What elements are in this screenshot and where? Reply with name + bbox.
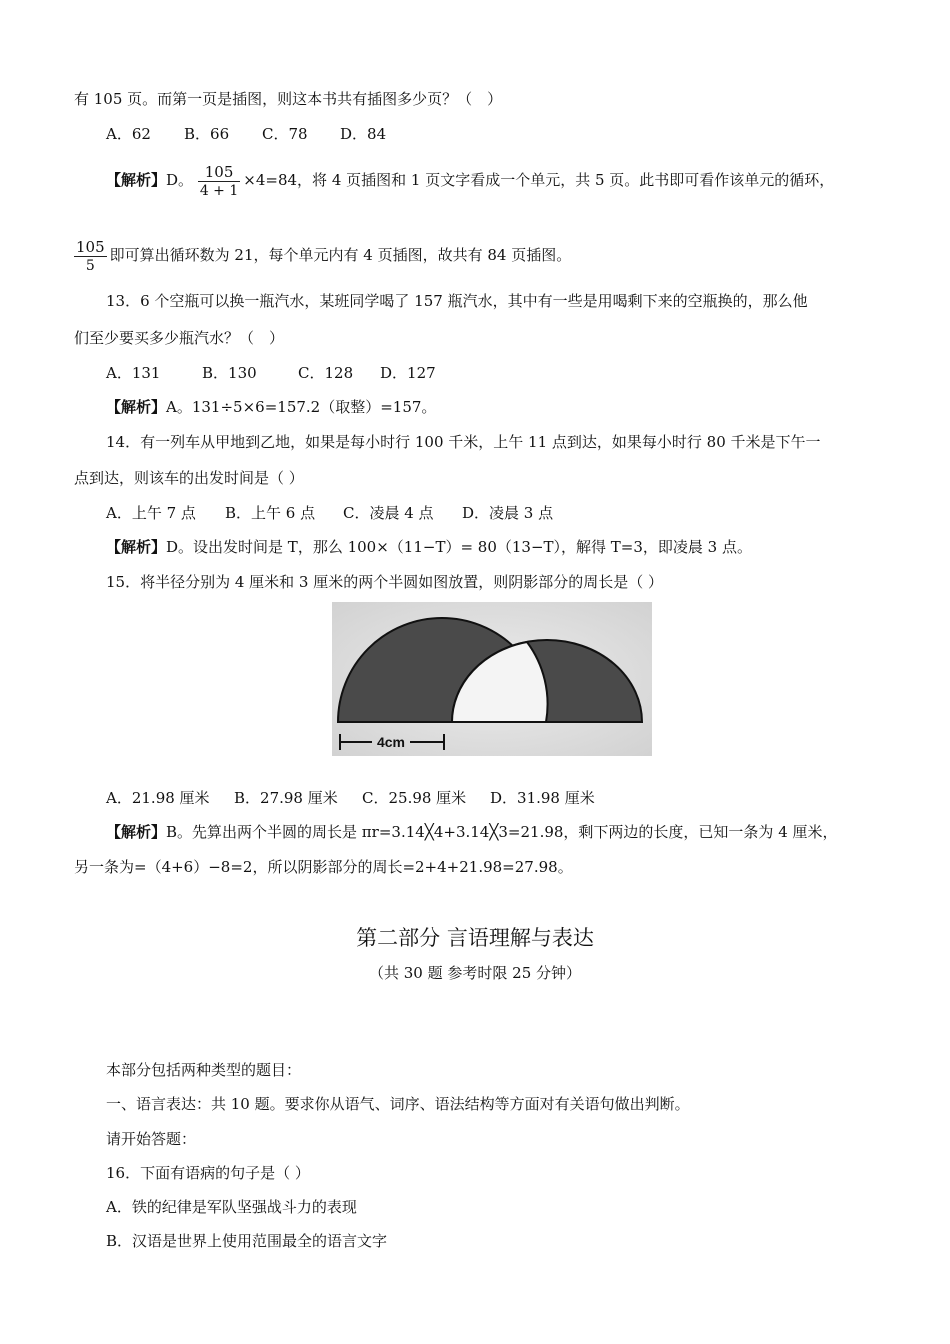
q12-option-d: D．84	[340, 125, 387, 143]
q12-fraction-2-denominator: 5	[85, 257, 95, 274]
q13-answer	[106, 397, 436, 417]
q14-answer-text: D。设出发时间是 T，那么 100×（11−T）= 80（13−T），解得 T=3，即凌晨 3 点。	[166, 538, 752, 556]
q14-options	[106, 503, 553, 523]
q14-option-b: B．上午 6 点	[225, 504, 316, 522]
q13-option-a: A．131	[106, 364, 161, 382]
q13-answer-text: A。131÷5×6=157.2（取整）=157。	[166, 398, 437, 416]
q12-answer-line2	[74, 235, 571, 275]
q13-option-c: C．128	[298, 364, 354, 382]
figure-dimension-label: 4cm	[376, 734, 406, 750]
q14-stem-line1: 14．有一列车从甲地到乙地，如果是每小时行 100 千米，上午 11 点到达，如果每小时行 80 千米是下午一	[106, 433, 821, 451]
q12-fraction-1-denominator: 4 + 1	[199, 182, 239, 199]
q13-stem-line2: 们至少要买多少瓶汽水？（ ）	[74, 329, 285, 347]
q15-semicircles-figure	[332, 602, 652, 756]
q12-answer-text2: 即可算出循环数为 21，每个单元内有 4 页插图，故共有 84 页插图。	[109, 246, 572, 264]
part2-subtitle: （共 30 题 参考时限 25 分钟）	[368, 964, 581, 982]
q12-options	[106, 124, 386, 144]
q15-option-d: D．31.98 厘米	[490, 789, 595, 807]
q14-option-d: D．凌晨 3 点	[462, 504, 554, 522]
q15-option-a: A．21.98 厘米	[106, 789, 210, 807]
q12-fraction-2	[74, 238, 107, 275]
q16-option-a: A．铁的纪律是军队坚强战斗力的表现	[106, 1198, 357, 1216]
part2-title: 第二部分 言语理解与表达	[356, 926, 594, 950]
q12-option-b: B．66	[184, 125, 230, 143]
q15-answer-tag: 【解析】	[106, 823, 167, 841]
q12-answer-letter: D。	[166, 171, 194, 189]
q13-option-d: D．127	[380, 364, 436, 382]
q15-option-b: B．27.98 厘米	[234, 789, 338, 807]
q12-fraction-1	[198, 163, 240, 200]
q16-stem: 16．下面有语病的句子是（ ）	[106, 1164, 310, 1182]
q14-answer	[106, 537, 752, 557]
q15-answer-text1: B。先算出两个半圆的周长是 πr=3.14╳4+3.14╳3=21.98，剩下两边的长度，已知一条为 4 厘米，	[166, 823, 838, 841]
q14-option-a: A．上午 7 点	[106, 504, 196, 522]
q13-stem-line1: 13．6 个空瓶可以换一瓶汽水，某班同学喝了 157 瓶汽水，其中有一些是用喝剩下来的空瓶换的，那么他	[106, 292, 808, 310]
q13-option-b: B．130	[202, 364, 257, 382]
q15-answer-line1	[106, 822, 838, 842]
q15-option-c: C．25.98 厘米	[362, 789, 467, 807]
q13-options	[106, 363, 436, 383]
q14-stem-line2: 点到达，则该车的出发时间是（ ）	[74, 469, 304, 487]
q15-options	[106, 788, 595, 808]
q13-answer-tag: 【解析】	[106, 398, 167, 416]
q12-answer-line1	[106, 160, 834, 200]
q12-stem-tail: 有 105 页。而第一页是插图，则这本书共有插图多少页？（ ）	[74, 90, 503, 108]
q12-fraction-2-numerator: 105	[76, 237, 105, 256]
q15-stem: 15．将半径分别为 4 厘米和 3 厘米的两个半圆如图放置，则阴影部分的周长是（ ）	[106, 573, 664, 591]
part2-intro-line3: 请开始答题：	[106, 1130, 197, 1148]
q12-option-c: C．78	[262, 125, 308, 143]
part2-intro-line2: 一、语言表达：共 10 题。要求你从语气、词序、语法结构等方面对有关语句做出判断。	[106, 1095, 690, 1113]
q12-fraction-1-numerator: 105	[198, 163, 240, 182]
q14-option-c: C．凌晨 4 点	[343, 504, 434, 522]
q12-answer-tag: 【解析】	[106, 171, 167, 189]
part2-intro-line1: 本部分包括两种类型的题目：	[106, 1061, 302, 1079]
q12-option-a: A．62	[106, 125, 151, 143]
q14-answer-tag: 【解析】	[106, 538, 167, 556]
q12-answer-text1: ×4=84，将 4 页插图和 1 页文字看成一个单元，共 5 页。此书即可看作该单元的循环，	[243, 171, 835, 189]
q16-option-b: B．汉语是世界上使用范围最全的语言文字	[106, 1232, 388, 1250]
q15-answer-line2: 另一条为=（4+6）−8=2，所以阴影部分的周长=2+4+21.98=27.98。	[74, 858, 573, 876]
